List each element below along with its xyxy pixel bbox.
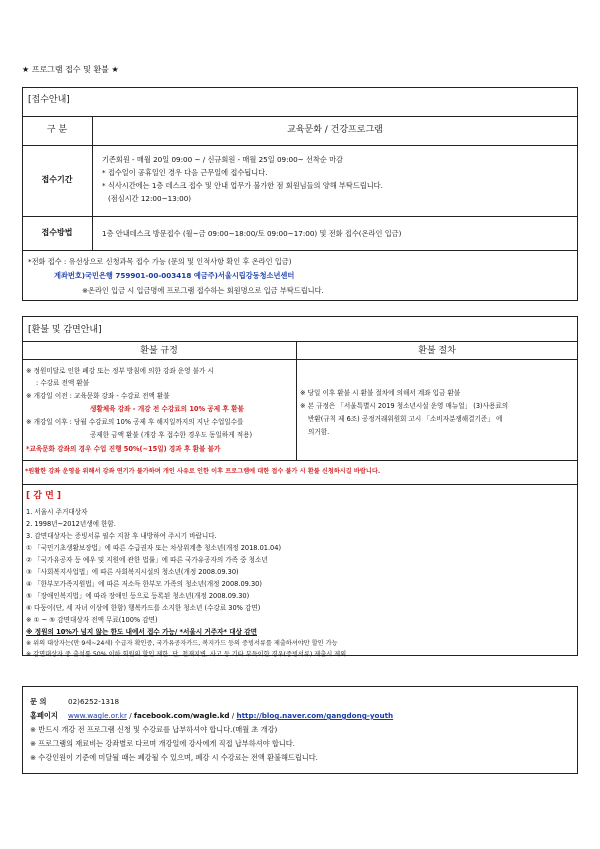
reduction-line: ※ ① ~ ⑤ 감면대상자 전액 무료(100% 감면) [26,616,158,624]
link-separator: / [126,711,134,720]
reduction-line: ※ 정원의 10%가 넘지 않는 한도 내에서 접수 가능/ *서울시 거주자* 대상 감면 [26,628,258,636]
period-label: 접수기간 [41,175,73,184]
method-text: 1층 안내데스크 방문접수 (월~금 09:00~18:00/토 09:00~17:00) 및 전화 접수(온라인 입금) [102,229,402,238]
col-category: 구 분 [46,125,68,135]
refund-header: [환불 및 감면안내] [28,325,102,335]
rule-line: ※ 개강일 이후 : 당월 수강료의 10% 공제 후 해지일까지의 지난 수업일수를 [26,418,244,426]
procedure-line: 의거함. [308,428,330,436]
col-refund-rules: 환불 규정 [140,346,178,356]
col-refund-procedure: 환불 절차 [418,346,456,356]
method-label: 접수방법 [41,228,73,237]
blog-link[interactable]: http://blog.naver.com/gangdong-youth [236,711,394,720]
reduction-line: ② 「국가유공자 등 예우 및 지원에 관한 법률」에 따른 국가유공자의 가족 중 청소년 [26,556,268,564]
period-line: * 접수일이 공휴일인 경우 다음 근무일에 접수됩니다. [102,168,268,177]
procedure-line: 반환(규칙 제 6조) 공정거래위원회 고시 「소비자분쟁해결기준」 에 [308,415,503,423]
rule-line: ※ 개강일 이전 : 교육문화 강좌 - 수강료 전액 환불 [26,392,170,400]
rule-line: *교육문화 강좌의 경우 수업 진행 50%(~15일) 경과 후 환불 불가 [26,445,221,453]
reduction-line: ⑥ 다둥이(단, 세 자녀 이상에 한함) 행복카드를 소지한 청소년 (수강료 30% 감면) [26,604,261,612]
col-program: 교육문화 / 건강프로그램 [287,125,383,135]
inquiry-label: 문 의 [30,697,47,706]
reduction-line: ③ 「사회복지사업법」에 따른 사회복지시설의 청소년(개정 2008.09.30) [26,568,239,576]
account-info: 계좌번호)국민은행 759901-00-003418 예금주)서울시립강동청소년센터 [54,271,295,280]
homepage-label: 홈페이지 [30,711,58,720]
reduction-line: ※ 위의 대상자는(만 9세~24세) 수급자 확인증, 국가유공자카드, 복지카드 등의 증빙서류를 제출하셔야만 할인 가능 [26,640,338,647]
procedure-line: ※ 당일 이후 환불 시 환불 절차에 의해서 계좌 입금 환불 [300,389,461,397]
reduction-line: ① 「국민기초생활보장법」에 따른 수급권자 또는 차상위계층 청소년(개정 2018.01.04) [26,544,282,552]
refund-warning: *원활한 강좌 운영을 위해서 강좌 연기가 불가하며 개인 사유로 인한 이후 프로그램에 대한 접수 불가 시 환불 신청하시길 바랍니다. [25,468,381,475]
phone-note: *전화 접수 : 유선상으로 신청과목 접수 가능 (문의 및 인적사항 확인 후 온라인 입금) [28,257,292,266]
contact-note: ※ 프로그램의 재료비는 강좌별로 다르며 개강일에 강사에게 직접 납부하셔야 합니다. [30,739,295,748]
rule-line: 생활체육 강좌 - 개강 전 수강료의 10% 공제 후 환불 [90,405,244,413]
rule-line: : 수강료 전액 환불 [36,379,90,387]
contact-note: ※ 수강인원이 기준에 미달될 때는 폐강될 수 있으며, 폐강 시 수강료는 전액 환불해드립니다. [30,753,318,762]
reception-section [22,87,578,301]
homepage-link[interactable]: www.wagle.or.kr [68,711,127,720]
period-line: (점심시간 12:00~13:00) [108,194,192,203]
procedure-line: ※ 본 규정은 「서울특별시 2019 청소년시설 운영 매뉴얼」 (3)사용료의 [300,402,509,410]
contact-note: ※ 반드시 개강 전 프로그램 신청 및 수강료를 납부하셔야 합니다.(매월 초 개강) [30,725,278,734]
reduction-line: 1. 서울시 주거대상자 [26,508,88,516]
reduction-line: ④ 「한부모가족지원법」에 따른 저소득 한부모 가족의 청소년(개정 2008.09.30) [26,580,262,588]
online-note: ※온라인 입금 시 입금명에 프로그램 접수하는 회원명으로 입금 부탁드립니다. [82,286,324,295]
reduction-header: [ 감 면 ] [26,491,62,501]
reduction-line: 3. 감면대상자는 증빙서류 필수 지참 후 내방하여 주시기 바랍니다. [26,532,217,540]
period-line: 기존회원 - 매월 20일 09:00 ~ / 신규회원 - 매월 25일 09:00~ 선착순 마감 [102,155,343,164]
facebook-link[interactable]: facebook.com/wagle.kd [133,711,230,720]
period-line: * 식사시간에는 1층 데스크 접수 및 안내 업무가 불가한 점 회원님들의 양해 부탁드립니다. [102,181,383,190]
rule-line: ※ 정원미달로 인한 폐강 또는 정부 방침에 의한 강좌 운영 불가 시 [26,367,214,375]
inquiry-value: 02)6252-1318 [68,697,120,706]
reception-header: [접수안내] [28,95,70,105]
link-separator: / [229,711,237,720]
reduction-line: ※ 감면대상자 중 출석률 50% 이하 회원의 할인 제한. 단, 천재지변, 사고 등 기타 부득이한 경우(증빙서류) 제출시 제외 [26,651,347,658]
reduction-line: 2. 1998년~2012년생에 한함. [26,520,116,528]
homepage-links [68,710,393,721]
reduction-line: ⑤ 「장애인복지법」에 따라 장애인 등으로 등록된 청소년(개정 2008.09.30) [26,592,250,600]
page-title: ★ 프로그램 접수 및 환불 ★ [22,65,119,74]
rule-line: 공제한 금액 환불 (개강 후 접수한 경우도 동일하게 적용) [90,431,253,439]
